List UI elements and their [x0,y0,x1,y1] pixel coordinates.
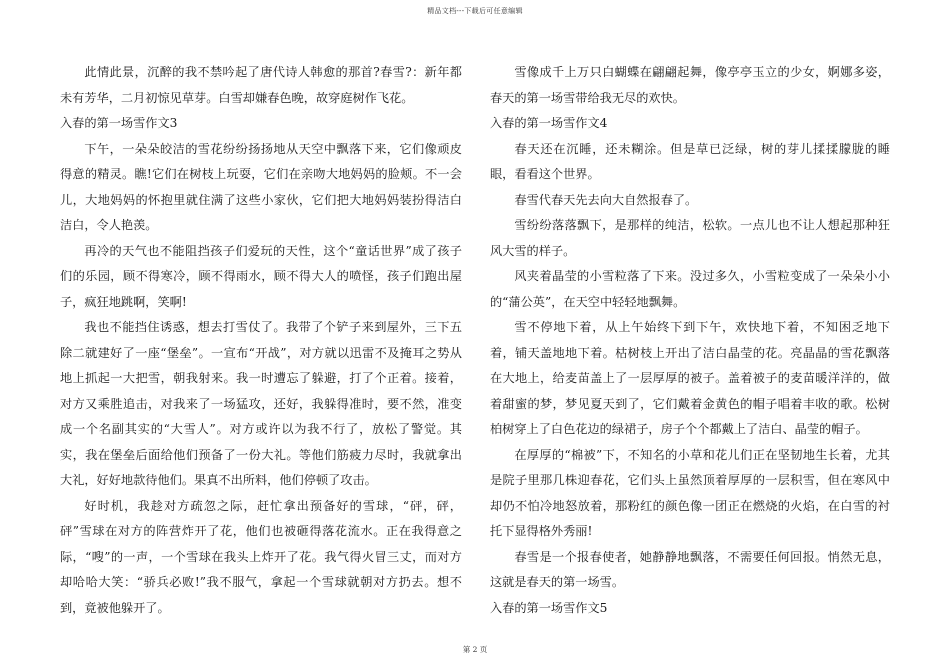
paragraph: 在厚厚的“棉被”下，不知名的小草和花儿们正在坚韧地生长着，尤其是院子里那几株迎春花，它们头上虽然顶着厚厚的一层积雪，但在寒风中却仍不怕冷地怒放着，那粉红的颜色像一团正在燃烧的火焰，在白雪的衬托下显得格外秀丽! [490,447,890,538]
paragraph: 雪纷纷落落飘下，是那样的纯洁，松软。一点儿也不让人想起那种狂风大雪的样子。 [490,218,890,258]
paragraph: 再冷的天气也不能阻挡孩子们爱玩的天性，这个“童话世界”成了孩子们的乐园，顾不得寒冷，顾不得雨水，顾不得大人的喷怪，孩子们跑出屋子，疯狂地跳啊，笑啊! [60,243,462,309]
section-heading: 入春的第一场雪作文5 [490,600,608,615]
paragraph: 雪不停地下着，从上午始终下到下午，欢快地下着，不知困乏地下着，铺天盖地地下着。枯树枝上开出了洁白晶莹的花。亮晶晶的雪花飘落在大地上，给麦苗盖上了一层厚厚的被子。盖着被子的麦苗暖洋洋的，做着甜蜜的梦，梦见夏天到了，它们戴着金黄色的帽子唱着丰收的歌。松树柏树穿上了白色花边的绿裙子，房子个个都戴上了洁白、晶莹的帽子。 [490,320,890,436]
section-heading: 入春的第一场雪作文3 [60,116,178,130]
paragraph: 春天还在沉睡，还未糊涂。但是草已泛绿，树的芽儿揉揉朦胧的睡眼，看看这个世界。 [490,141,890,181]
paragraph: 下午，一朵朵皎洁的雪花纷纷扬扬地从天空中飘落下来，它们像顽皮得意的精灵。瞧!它们在树枝上玩耍，它们在亲吻大地妈妈的脸颊。不一会儿，大地妈妈的怀抱里就住满了这些小家伙，它们把大地妈妈装扮得洁白洁白，令人艳羡。 [60,141,462,232]
paragraph: 雪像成千上万只白蝴蝶在翩翩起舞，像亭亭玉立的少女，婀娜多姿，春天的第一场雪带给我无尽的欢快。 [490,65,890,105]
paragraph: 风夹着晶莹的小雪粒落了下来。没过多久，小雪粒变成了一朵朵小小的“蒲公英”，在天空中轻轻地飘舞。 [490,269,890,309]
left-column [60,60,462,621]
paragraph: 我也不能挡住诱惑，想去打雪仗了。我带了个铲子来到屋外，三下五除二就建好了一座“堡垒”。一宣布“开战”，对方就以迅雷不及掩耳之势从地上抓起一大把雪，朝我射来。我一时遭忘了躲避，打了个正着。接着，对方又乘胜追击，对我来了一场猛攻，还好，我躲得准时，要不然，准变成一个名副其实的“大雪人”。对方或许以为我不行了，放松了警觉。其实，我在堡垒后面给他们预备了一份大礼。等他们筋疲力尽时，我就拿出大礼，好好地款待他们。果真不出所料，他们停顿了攻击。 [60,320,462,487]
paragraph: 好时机，我趁对方疏忽之际，赶忙拿出预备好的雪球，“砰，砰，砰”雪球在对方的阵营炸开了花，他们也被砸得落花流水。正在我得意之际，“嗖”的一声，一个雪球在我头上炸开了花。我气得火冒三丈，而对方却哈哈大笑：“骄兵必败!”我不服气，拿起一个雪球就朝对方扔去。想不到，竟被他躲开了。 [60,498,462,615]
page-number: 第 2 页 [462,645,488,654]
page-header: 精品文档---下载后可任意编辑 [427,7,523,15]
paragraph: 春雪是一个报春使者，她静静地飘落，不需要任何回报。悄然无息，这就是春天的第一场雪。 [490,549,890,589]
section-heading: 入春的第一场雪作文4 [490,116,608,130]
paragraph: 此情此景，沉醉的我不禁吟起了唐代诗人韩愈的那首?春雪?：新年都未有芳华，二月初惊见草芽。白雪却嫌春色晚，故穿庭树作飞花。 [60,65,462,105]
right-column [490,60,890,621]
paragraph: 春雪代春天先去向大自然报春了。 [514,192,698,207]
